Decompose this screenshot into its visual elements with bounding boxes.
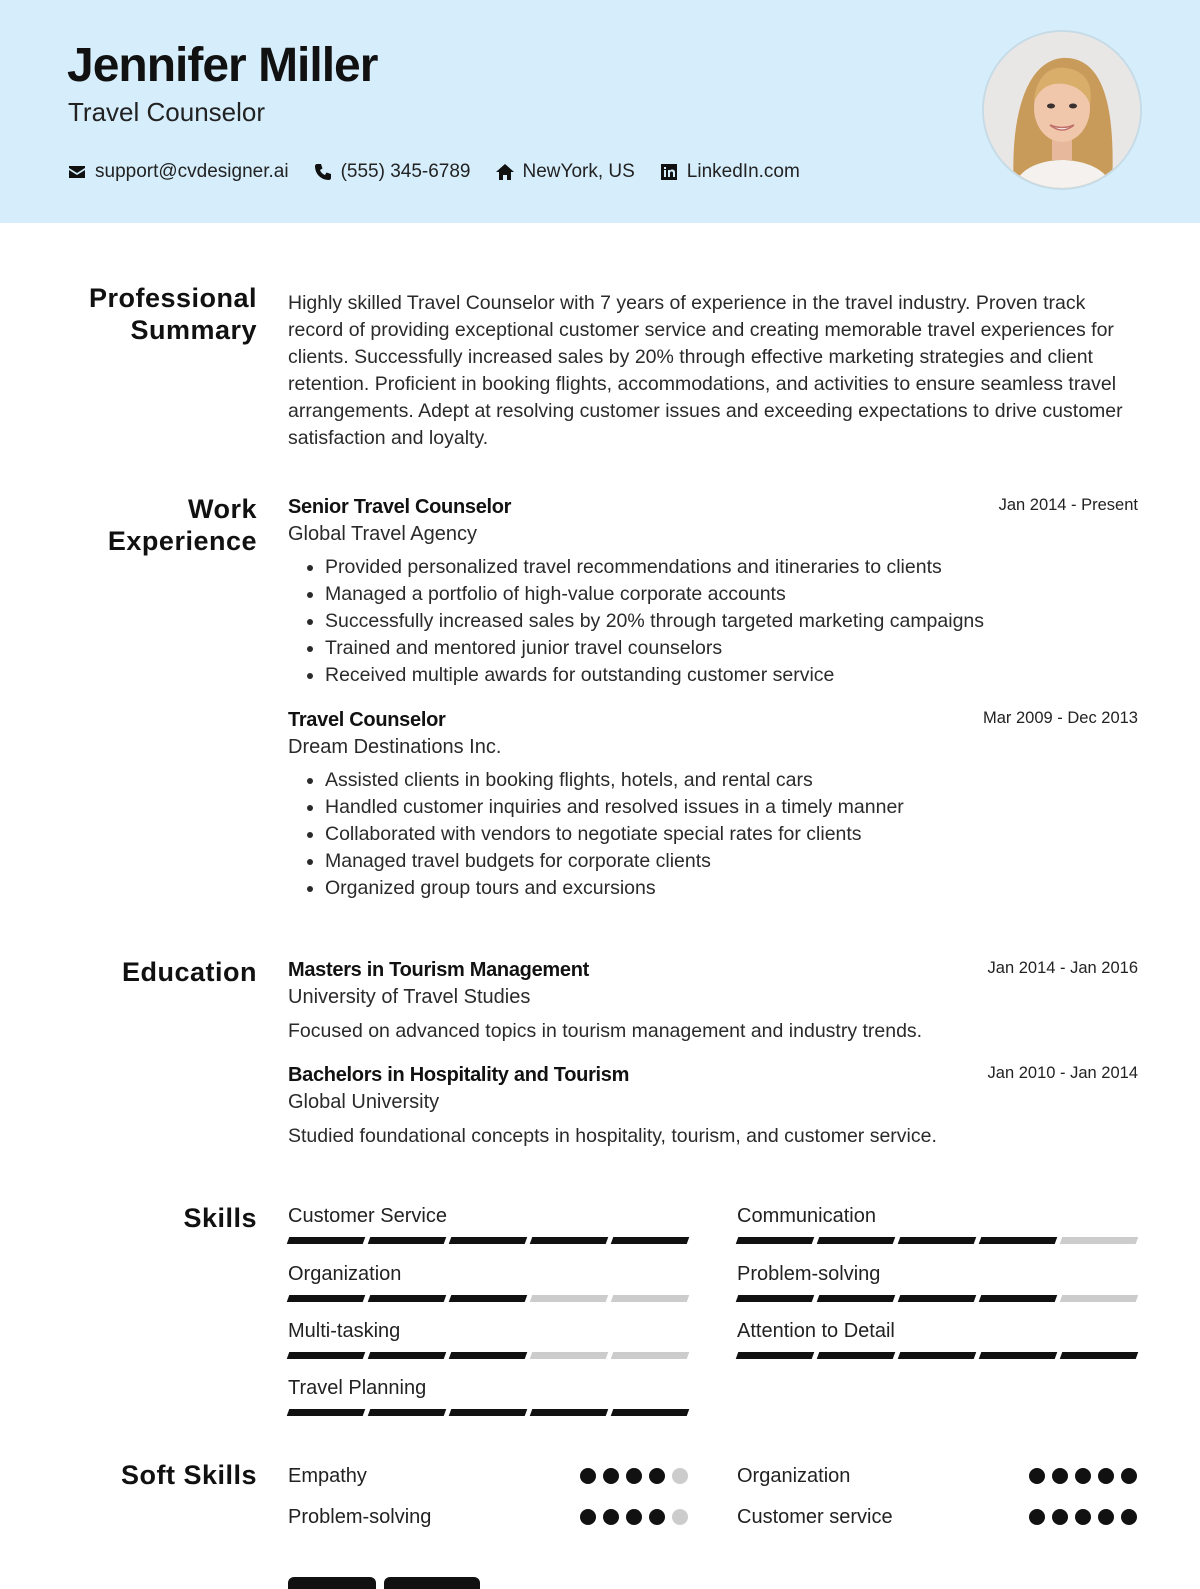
education-entry <box>288 957 1138 1045</box>
list-item: • Successfully increased sales by 20% through targeted marketing campaigns <box>325 608 1138 635</box>
skill-level-bar <box>288 1352 688 1359</box>
skill-level-segment <box>736 1237 815 1244</box>
contact-phone[interactable] <box>313 158 471 186</box>
skill-item <box>737 1318 1137 1359</box>
skill-level-segment <box>979 1237 1058 1244</box>
skill-level-segment <box>530 1352 609 1359</box>
job-company: Dream Destinations Inc. <box>288 736 502 758</box>
skill-level-segment <box>287 1409 366 1416</box>
skill-level-segment <box>979 1352 1058 1359</box>
rating-dot <box>1029 1468 1045 1484</box>
rating-dot <box>1029 1509 1045 1525</box>
skill-level-segment <box>287 1352 366 1359</box>
skill-item <box>288 1261 688 1302</box>
skill-level-segment <box>898 1352 977 1359</box>
soft-skill-item <box>288 1461 688 1491</box>
rating-dot <box>1075 1468 1091 1484</box>
rating-dot <box>603 1509 619 1525</box>
contact-email[interactable] <box>67 158 289 186</box>
job-dates: Jan 2014 - Present <box>998 496 1138 514</box>
list-item: • Assisted clients in booking flights, hotels, and rental cars <box>325 767 1138 794</box>
skill-level-segment <box>611 1352 690 1359</box>
skill-level-segment <box>611 1409 690 1416</box>
skill-level-bar <box>737 1352 1137 1359</box>
job-entry <box>288 494 1138 689</box>
skill-level-segment <box>979 1295 1058 1302</box>
rating-dot <box>626 1468 642 1484</box>
skill-level-segment <box>817 1295 896 1302</box>
linkedin-icon <box>659 162 679 182</box>
soft-skill-rating <box>1029 1468 1137 1484</box>
skill-level-segment <box>530 1295 609 1302</box>
skill-name: Attention to Detail <box>737 1320 895 1342</box>
contact-linkedin[interactable] <box>659 158 800 186</box>
phone-text: (555) 345-6789 <box>340 161 471 182</box>
soft-skills-heading: Soft Skills <box>120 1460 257 1490</box>
job-title: Senior Travel Counselor <box>288 496 512 518</box>
skill-level-segment <box>287 1237 366 1244</box>
skill-level-segment <box>368 1409 447 1416</box>
rating-dot <box>649 1509 665 1525</box>
skill-level-bar <box>737 1295 1137 1302</box>
job-dates: Mar 2009 - Dec 2013 <box>982 709 1138 727</box>
skill-level-segment <box>736 1352 815 1359</box>
avatar <box>982 30 1142 190</box>
soft-skill-item <box>288 1502 688 1532</box>
contact-location <box>495 158 635 186</box>
rating-dot <box>672 1468 688 1484</box>
skill-level-segment <box>449 1352 528 1359</box>
skill-name: Organization <box>288 1263 402 1285</box>
skill-level-segment <box>817 1237 896 1244</box>
skill-item <box>288 1318 688 1359</box>
job-title: Travel Counselor <box>288 709 446 731</box>
rating-dot <box>603 1468 619 1484</box>
rating-dot <box>1098 1468 1114 1484</box>
education-dates: Jan 2010 - Jan 2014 <box>987 1064 1138 1082</box>
experience-heading: Work Experience <box>107 494 257 556</box>
linkedin-text: LinkedIn.com <box>686 161 800 182</box>
home-icon <box>495 162 515 182</box>
list-item: • Trained and mentored junior travel counselors <box>325 635 1138 662</box>
job-bullets <box>288 554 1138 689</box>
list-item: • Managed travel budgets for corporate clients <box>325 848 1138 875</box>
education-entry <box>288 1062 1138 1150</box>
skill-name: Problem-solving <box>737 1263 881 1285</box>
rating-dot <box>1098 1509 1114 1525</box>
skill-level-segment <box>368 1295 447 1302</box>
soft-skill-name: Problem-solving <box>288 1506 432 1528</box>
contact-list <box>67 158 800 186</box>
resume-header <box>0 0 1200 223</box>
skill-item <box>737 1261 1137 1302</box>
list-item: • Organized group tours and excursions <box>325 875 1138 902</box>
degree-title: Masters in Tourism Management <box>288 959 589 981</box>
education-dates: Jan 2014 - Jan 2016 <box>987 959 1138 977</box>
skill-level-segment <box>611 1295 690 1302</box>
job-bullets <box>288 767 1138 902</box>
degree-title: Bachelors in Hospitality and Tourism <box>288 1064 630 1086</box>
soft-skill-item <box>737 1461 1137 1491</box>
skill-name: Communication <box>737 1205 876 1227</box>
skill-level-bar <box>737 1237 1137 1244</box>
candidate-name: Jennifer Miller <box>67 39 378 92</box>
school-name: University of Travel Studies <box>288 986 531 1008</box>
list-item: • Collaborated with vendors to negotiate special rates for clients <box>325 821 1138 848</box>
skill-name: Travel Planning <box>288 1377 427 1399</box>
education-description: Studied foundational concepts in hospitality, tourism, and customer service. <box>288 1125 937 1147</box>
rating-dot <box>1052 1509 1068 1525</box>
skill-item <box>737 1203 1137 1244</box>
rating-dot <box>580 1468 596 1484</box>
skill-level-segment <box>368 1237 447 1244</box>
job-entry <box>288 707 1138 902</box>
skill-level-segment <box>736 1295 815 1302</box>
skill-level-segment <box>368 1352 447 1359</box>
envelope-icon <box>67 162 87 182</box>
skill-level-segment <box>1060 1237 1139 1244</box>
skill-level-segment <box>449 1295 528 1302</box>
rating-dot <box>1121 1468 1137 1484</box>
school-name: Global University <box>288 1091 440 1113</box>
skill-level-segment <box>898 1237 977 1244</box>
skill-level-segment <box>530 1237 609 1244</box>
list-item: • Provided personalized travel recommendations and itineraries to clients <box>325 554 1138 581</box>
skill-item <box>288 1375 688 1416</box>
candidate-title: Travel Counselor <box>68 97 266 127</box>
education-description: Focused on advanced topics in tourism management and industry trends. <box>288 1020 923 1042</box>
skill-level-segment <box>898 1295 977 1302</box>
skill-level-segment <box>449 1237 528 1244</box>
list-item: • Handled customer inquiries and resolved issues in a timely manner <box>325 794 1138 821</box>
soft-skill-name: Empathy <box>288 1465 367 1487</box>
skill-level-segment <box>1060 1295 1139 1302</box>
soft-skill-item <box>737 1502 1137 1532</box>
rating-dot <box>626 1509 642 1525</box>
rating-dot <box>1121 1509 1137 1525</box>
rating-dot <box>1052 1468 1068 1484</box>
skill-level-bar <box>288 1295 688 1302</box>
skill-level-bar <box>288 1237 688 1244</box>
summary-heading: Professional Summary <box>88 283 257 345</box>
skill-name: Multi-tasking <box>288 1320 401 1342</box>
skill-level-segment <box>817 1352 896 1359</box>
location-text: NewYork, US <box>522 161 635 182</box>
soft-skill-rating <box>580 1468 688 1484</box>
email-text: support@cvdesigner.ai <box>95 161 289 182</box>
skills-heading: Skills <box>183 1203 257 1233</box>
skill-level-bar <box>288 1409 688 1416</box>
soft-skill-name: Customer service <box>737 1506 893 1528</box>
skill-level-segment <box>1060 1352 1139 1359</box>
skill-level-segment <box>449 1409 528 1416</box>
truncated-tag <box>384 1577 480 1589</box>
rating-dot <box>672 1509 688 1525</box>
phone-icon <box>313 162 333 182</box>
skill-item <box>288 1203 688 1244</box>
skill-level-segment <box>530 1409 609 1416</box>
skill-level-segment <box>287 1295 366 1302</box>
rating-dot <box>580 1509 596 1525</box>
truncated-tag <box>288 1577 376 1589</box>
education-heading: Education <box>121 957 257 987</box>
summary-text: Highly skilled Travel Counselor with 7 years of experience in the travel industry. Proven track record of providing exceptional customer service and creating memorable travel experiences for clients. Successfully increased sales by 20% through effective marketing strategies and client retention. Proficient in booking flights, accommodations, and activities to ensure seamless travel arrangements. Adept at resolving customer issues and exceeding expectations to drive customer satisfaction and loyalty. <box>288 292 1123 449</box>
list-item: • Managed a portfolio of high-value corporate accounts <box>325 581 1138 608</box>
soft-skill-rating <box>580 1509 688 1525</box>
rating-dot <box>1075 1509 1091 1525</box>
skill-level-segment <box>611 1237 690 1244</box>
list-item: • Received multiple awards for outstanding customer service <box>325 662 1138 689</box>
rating-dot <box>649 1468 665 1484</box>
soft-skill-name: Organization <box>737 1465 851 1487</box>
skill-name: Customer Service <box>288 1205 447 1227</box>
soft-skill-rating <box>1029 1509 1137 1525</box>
job-company: Global Travel Agency <box>288 523 477 545</box>
